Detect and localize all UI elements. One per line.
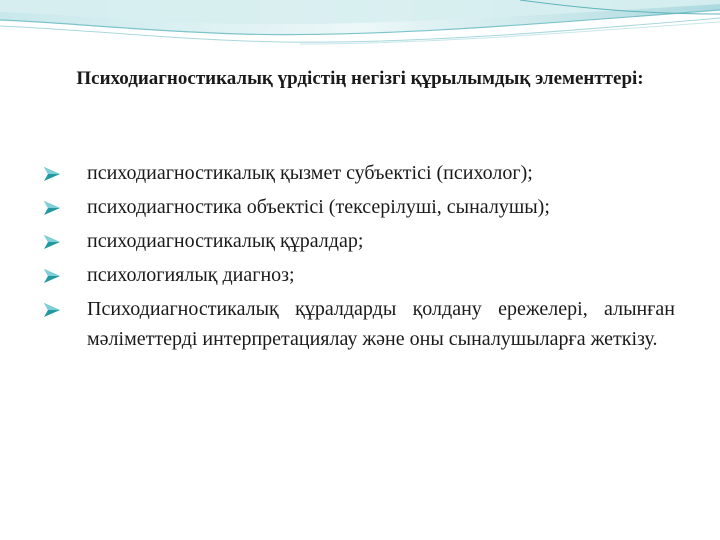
arrow-bullet-icon <box>42 234 62 250</box>
list-item <box>40 226 675 256</box>
bullet-list <box>40 158 675 358</box>
list-item <box>40 294 675 354</box>
bullet-text: Психодиагностикалық құралдарды қолдану ережелері, алынған мәліметтерді интерпретациялау және оны сыналушыларға жеткізу. <box>87 298 675 350</box>
bullet-text: психодиагностикалық қызмет субъектісі (психолог); <box>87 162 533 184</box>
bullet-text: психологиялық диагноз; <box>87 264 295 286</box>
arrow-bullet-icon <box>42 268 62 284</box>
slide-title: Психодиагностикалық үрдістің негізгі құрылымдық элементтері: <box>76 68 644 89</box>
bullet-text: психодиагностика объектісі (тексерілуші, сыналушы); <box>87 196 550 218</box>
decorative-wave-header <box>0 0 720 70</box>
arrow-bullet-icon <box>42 302 62 318</box>
arrow-bullet-icon <box>42 166 62 182</box>
bullet-text: психодиагностикалық құралдар; <box>87 230 364 252</box>
list-item <box>40 192 675 222</box>
arrow-bullet-icon <box>42 200 62 216</box>
list-item <box>40 260 675 290</box>
list-item <box>40 158 675 188</box>
